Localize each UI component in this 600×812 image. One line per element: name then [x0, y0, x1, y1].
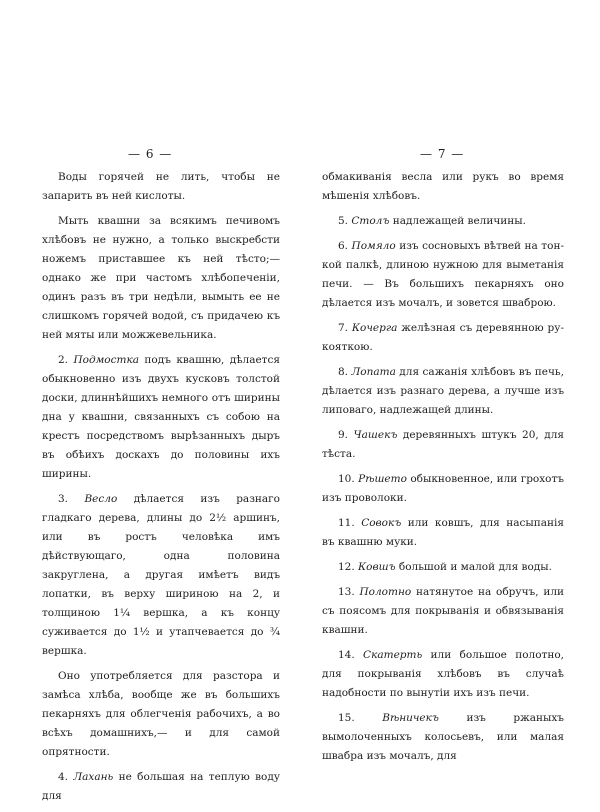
item-term: Скатерть	[363, 649, 423, 661]
paragraph-text: Воды горячей не лить, чтобы не запарить въ ней кислоты.	[42, 171, 280, 202]
paragraph-text: или ковшъ, для насыпанія въ квашню муки.	[322, 517, 564, 548]
item-term: Лопата	[351, 366, 396, 378]
item-number: 8.	[338, 366, 352, 378]
item-number: 5.	[338, 215, 352, 227]
paragraph	[42, 768, 280, 806]
item-term: Кочерга	[351, 322, 398, 334]
paragraph	[42, 351, 280, 484]
paragraph	[322, 363, 564, 420]
paragraph-text: обыкновенное, или грохотъ изъ проволоки.	[322, 473, 564, 504]
paragraph	[42, 168, 280, 206]
item-number: 12.	[338, 561, 359, 573]
item-term: Полотно	[359, 586, 412, 598]
item-term: Лахань	[73, 771, 114, 783]
item-number: 7.	[338, 322, 352, 334]
paragraph-text: дѣлается изъ разнаго гладкаго дерева, длины до 2½ аршинъ, или въ ростъ человѣка имъ дѣйствующаго, одна половина закруглена, а другая имѣетъ видъ лопатки, въ верху шириною на 2, и толщиною 1¼ вершка, а къ концу суживается до 1½ и утапчевается до ¾ вершка.	[42, 493, 281, 657]
item-term: Рѣшето	[358, 473, 407, 485]
paragraph-text: изъ сосновыхъ вѣтвей на тонкой палкѣ, длиною нужною для выметанія печи. — Въ большихъ пекарняхъ оно дѣлается изъ мочалъ, и зовется шваброю.	[322, 240, 564, 309]
paragraph	[322, 583, 564, 640]
item-number: 3.	[58, 493, 85, 505]
paragraph	[42, 667, 280, 762]
paragraph-text: деревянныхъ штукъ 20, для тѣста.	[322, 429, 565, 460]
paragraph-text: Мыть квашни за всякимъ печивомъ хлѣбовъ не нужно, а только выскребсти ножемъ приставшее къ ней тѣсто;—однако же при частомъ хлѣбопеченіи, одинъ разъ въ три недѣли, вымыть ее не слишкомъ горячей водой, съ придачею къ ней мяты или можжевельника.	[42, 215, 280, 341]
paragraph-text: не большая на теплую воду для	[42, 771, 280, 802]
page-body	[322, 168, 564, 772]
item-number: 11.	[338, 517, 362, 529]
paragraph	[322, 514, 564, 552]
paragraph-text: большой и малой для воды.	[395, 561, 552, 573]
item-term: Подмостка	[73, 354, 139, 366]
paragraph-text: или большое полотно, для покрыванія хлѣбовъ въ случаѣ надобности по вынутіи ихъ изъ печи.	[322, 649, 564, 699]
item-number: 15.	[338, 712, 383, 724]
right-page	[300, 0, 600, 762]
paragraph-text: надлежащей величины.	[389, 215, 526, 227]
page-number: — 7 —	[420, 147, 465, 161]
page-body	[42, 168, 280, 812]
item-number: 13.	[338, 586, 360, 598]
paragraph-text: изъ ржаныхъ вымолоченныхъ колосьевъ, или малая швабра изъ мочалъ, для	[322, 712, 564, 762]
item-term: Вѣничекъ	[382, 712, 439, 724]
paragraph	[322, 168, 564, 206]
item-term: Столъ	[351, 215, 390, 227]
paragraph-text: обмакиванія весла или рукъ во время мѣшенія хлѣбовъ.	[322, 171, 564, 202]
paragraph	[322, 646, 564, 703]
paragraph	[322, 470, 564, 508]
paragraph	[322, 426, 564, 464]
paragraph	[42, 212, 280, 345]
paragraph	[322, 212, 564, 231]
item-number: 9.	[338, 429, 354, 441]
item-number: 4.	[58, 771, 74, 783]
item-term: Помяло	[351, 240, 396, 252]
item-term: Совокъ	[361, 517, 402, 529]
paragraph	[322, 558, 564, 577]
paragraph-text: подъ квашню, дѣлается обыкновенно изъ двухъ кусковъ толстой доски, длиннѣйшихъ немного отъ ширины дна у квашни, связанныхъ съ собою на крестъ посредствомъ вырѣзанныхъ дыръ въ обѣихъ доскахъ до половины ихъ ширины.	[42, 354, 280, 480]
item-number: 2.	[58, 354, 74, 366]
paragraph-text: для сажанія хлѣбовъ въ печь, дѣлается изъ разнаго дерева, а лучше изъ липоваго, надлежащей длины.	[322, 366, 564, 416]
paragraph-text: Оно употребляется для разстора и замѣса хлѣба, вообще же въ большихъ пекарняхъ для облегченія рабочихъ, а во всѣхъ домашнихъ,— и для самой опрятности.	[42, 670, 280, 758]
paragraph-text: натянутое на обручъ, или съ поясомъ для покрыванія и обвязыванія квашни.	[322, 586, 564, 636]
item-term: Весло	[84, 493, 118, 505]
item-term: Чашекъ	[353, 429, 398, 441]
page-number: — 6 —	[128, 147, 173, 161]
item-term: Ковшъ	[358, 561, 396, 573]
paragraph	[322, 709, 564, 766]
left-page	[0, 0, 300, 802]
item-number: 14.	[338, 649, 364, 661]
paragraph-text: желѣзная съ деревянною рукояткою.	[322, 322, 565, 353]
paragraph	[322, 237, 564, 313]
paragraph	[42, 490, 280, 661]
paragraph	[322, 319, 564, 357]
item-number: 6.	[338, 240, 352, 252]
item-number: 10.	[338, 473, 359, 485]
